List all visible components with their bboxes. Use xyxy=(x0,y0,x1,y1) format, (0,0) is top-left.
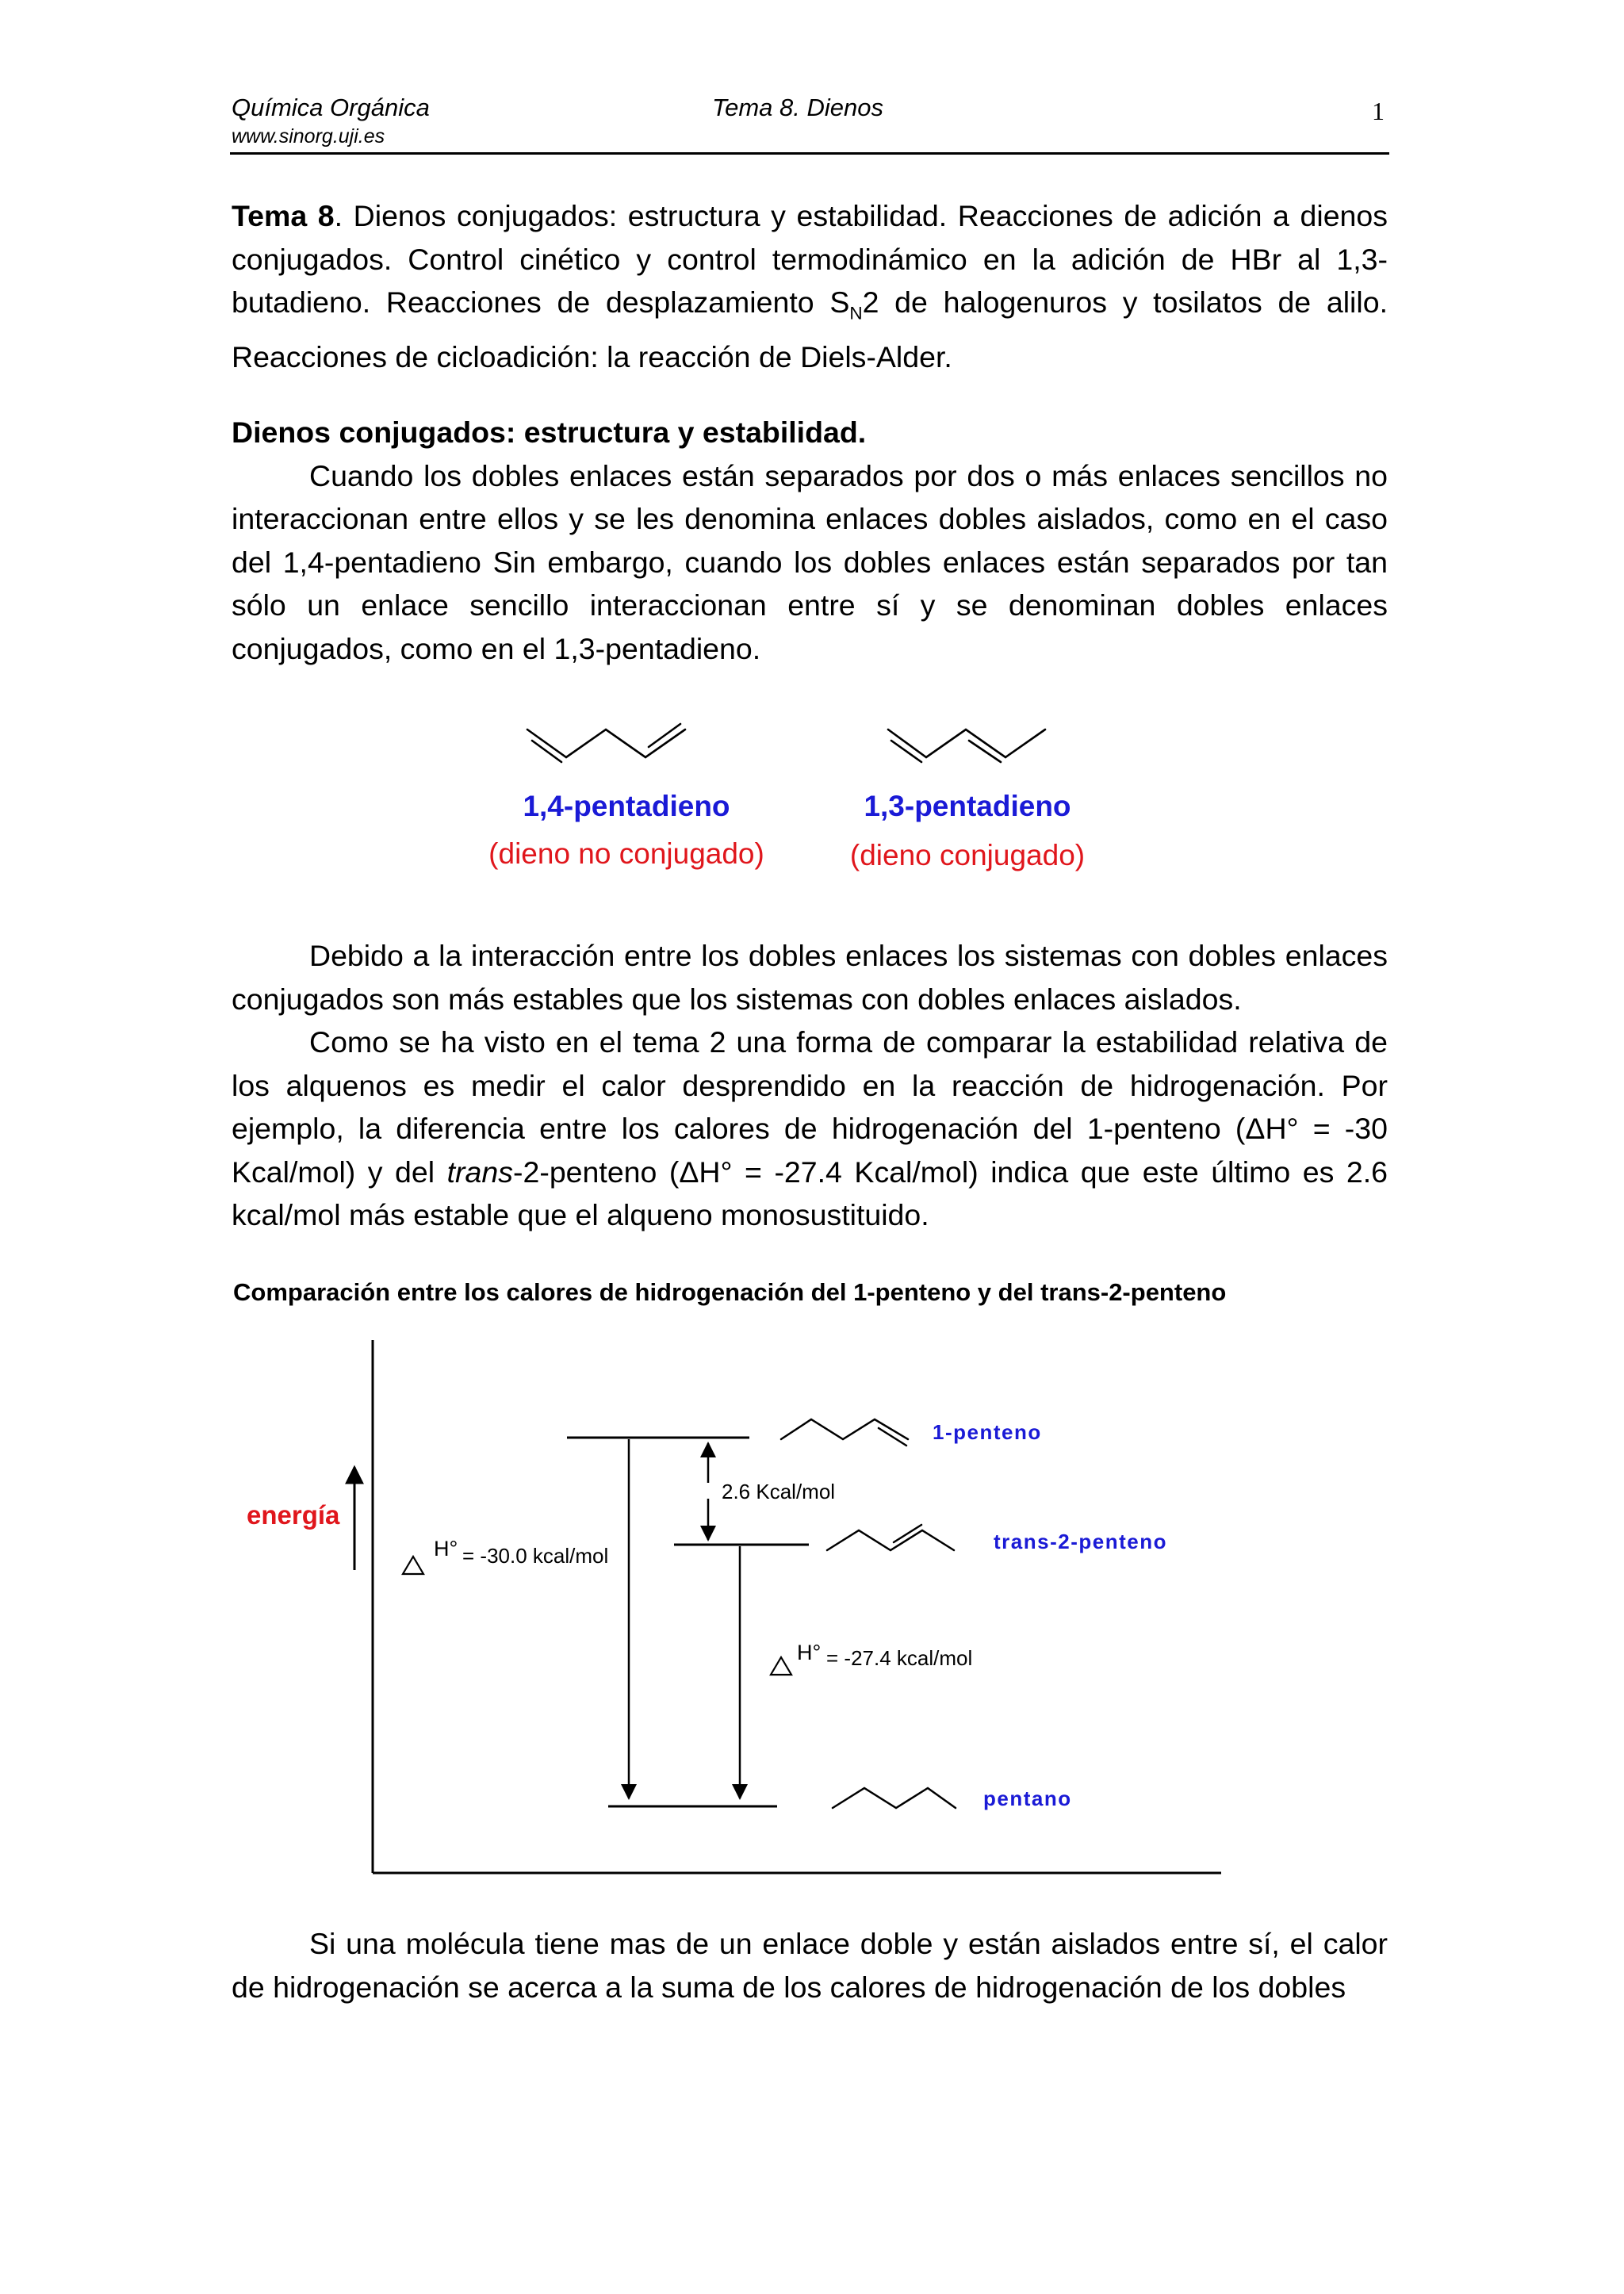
label-1-penteno: 1-penteno xyxy=(933,1420,1042,1444)
dh1-value: = -30.0 kcal/mol xyxy=(462,1544,609,1568)
intro-text-b: 2 de halogenuros y tosilatos de alilo. Reacciones de cicloadición: la reacción de Diels-Alder. xyxy=(232,285,1388,373)
paragraph-3-b: -2-penteno (ΔH° = -27.4 Kcal/mol) indica que este último es 2.6 kcal/mol más estable que el alqueno monosustituido. xyxy=(232,1155,1388,1231)
dh1-symbol: H° xyxy=(434,1537,458,1561)
structure-trans-2-penteno xyxy=(827,1525,954,1550)
final-paragraph-block xyxy=(232,1922,1388,2009)
header-course-title: Química Orgánica xyxy=(232,94,430,121)
molecule-name-2: 1,3-pentadieno xyxy=(864,790,1071,822)
dh2-symbol: H° xyxy=(797,1641,822,1664)
diagram-title: Comparación entre los calores de hidrogenación del 1-penteno y del trans-2-penteno xyxy=(233,1278,1227,1306)
energy-diagram xyxy=(0,1308,1624,1895)
gap-label: 2.6 Kcal/mol xyxy=(722,1480,836,1503)
section-paragraph-1: Cuando los dobles enlaces están separados por dos o más enlaces sencillos no interaccionan entre ellos y se les denomina enlaces dobles aislados, como en el caso del 1,4-pentadieno Sin embargo, cuando los dobles enlaces están separados por tan sólo un enlace sencillo interaccionan entre sí y se denominan dobles enlaces conjugados, como en el 1,3-pentadieno. xyxy=(232,458,1388,665)
dh2-value: = -27.4 kcal/mol xyxy=(826,1646,973,1670)
label-pentano: pentano xyxy=(983,1787,1072,1810)
stability-paragraphs xyxy=(232,934,1388,1237)
label-trans-2-penteno: trans-2-penteno xyxy=(994,1530,1167,1553)
paragraph-4: Si una molécula tiene mas de un enlace doble y están aislados entre sí, el calor de hidrogenación se acerca a la suma de los calores de hidrogenación de los dobles xyxy=(232,1927,1388,2004)
molecule-note-1: (dieno no conjugado) xyxy=(488,837,764,870)
delta-icon-2 xyxy=(771,1657,791,1675)
intro-text-a: . Dienos conjugados: estructura y estabilidad. Reacciones de adición a dienos conjugados. Control cinético y control termodinámico en la adición de HBr al 1,3-butadieno. Reacciones de desplazamiento S xyxy=(232,199,1388,319)
section-heading: Dienos conjugados: estructura y estabilidad. xyxy=(232,416,867,449)
energy-label: energía xyxy=(247,1500,340,1530)
intro-bold: Tema 8 xyxy=(232,199,335,232)
page-number: 1 xyxy=(1372,97,1385,125)
header-chapter: Tema 8. Dienos xyxy=(712,94,883,121)
structure-1-3-pentadiene xyxy=(888,730,1045,762)
paragraph-2: Debido a la interacción entre los dobles enlaces los sistemas con dobles enlaces conjugados son más estables que los sistemas con dobles enlaces aislados. xyxy=(232,939,1388,1016)
paragraph-3 xyxy=(232,1021,1388,1237)
structure-pentano xyxy=(833,1788,956,1808)
paragraph-3-a: Como se ha visto en el tema 2 una forma de comparar la estabilidad relativa de los alquenos es medir el calor desprendido en la reacción de hidrogenación. Por ejemplo, la diferencia entre los calores de hidrogenación del 1-penteno (ΔH° = -30 Kcal/mol) y del xyxy=(232,1025,1388,1189)
molecule-note-2: (dieno conjugado) xyxy=(849,839,1086,871)
intro-subscript: N xyxy=(849,303,863,324)
structure-1-4-pentadiene xyxy=(527,724,685,762)
molecule-name-1: 1,4-pentadieno xyxy=(523,790,730,822)
pentadiene-structures xyxy=(0,0,1624,952)
structure-1-penteno xyxy=(781,1419,908,1446)
delta-icon xyxy=(403,1557,423,1574)
paragraph-3-italic: trans xyxy=(446,1155,513,1189)
header-url: www.sinorg.uji.es xyxy=(232,125,385,147)
